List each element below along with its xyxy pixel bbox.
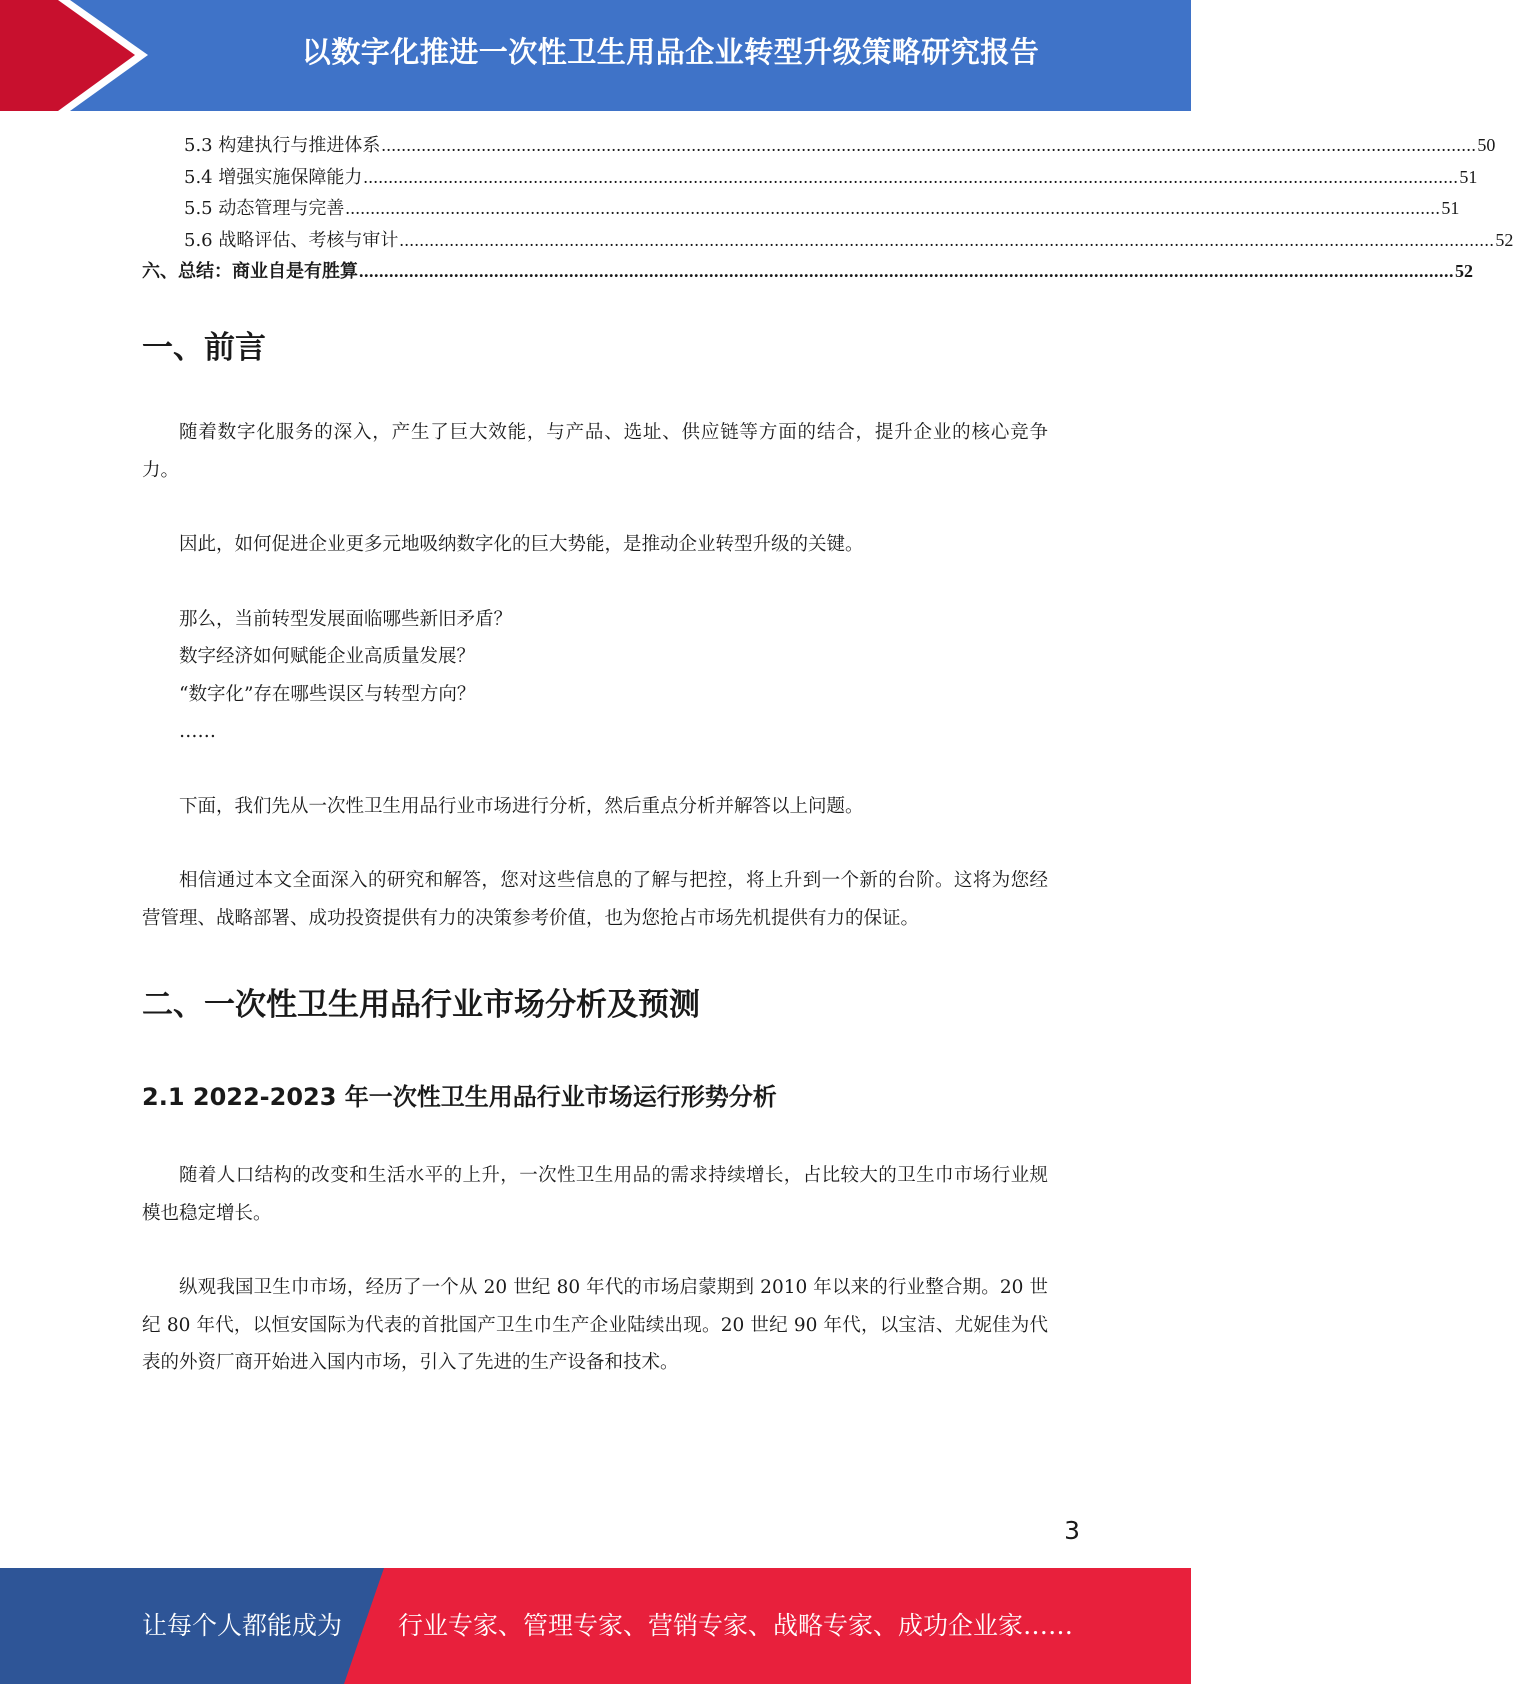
toc-entry-label: 5.4 增强实施保障能力 xyxy=(184,166,363,188)
table-of-contents xyxy=(142,130,1513,288)
toc-leader-dots: ........................................................................................................................................................................................................................... xyxy=(399,229,1495,250)
header-banner xyxy=(0,0,1191,111)
question-line: “数字化”存在哪些误区与转型方向？ xyxy=(179,683,476,705)
toc-entry-page: 51 xyxy=(1441,198,1460,218)
footer-slogan-right: 行业专家、管理专家、营销专家、战略专家、成功企业家…… xyxy=(398,1611,1074,1640)
footer-banner xyxy=(0,1568,1191,1684)
question-line: 那么，当前转型发展面临哪些新旧矛盾？ xyxy=(179,608,513,630)
toc-leader-dots: ........................................................................................................................................................................................................................... xyxy=(363,166,1459,187)
page-number: 3 xyxy=(1064,1516,1080,1545)
toc-leader-dots: ........................................................................................................................................................................................................................... xyxy=(359,261,1454,281)
toc-entry-page: 52 xyxy=(1495,229,1513,250)
section-heading: 二、一次性卫生用品行业市场分析及预测 xyxy=(142,987,700,1023)
toc-entry[interactable] xyxy=(142,193,1460,225)
subsection-heading: 2.1 2022-2023 年一次性卫生用品行业市场运行形势分析 xyxy=(142,1083,777,1111)
toc-entry[interactable] xyxy=(142,162,1478,194)
section-heading: 一、前言 xyxy=(142,330,266,366)
header-arrow-graphic xyxy=(0,0,160,111)
paragraph: 纵观我国卫生巾市场，经历了一个从 20 世纪 80 年代的市场启蒙期到 2010 年以来的行业整合期。20 世纪 80 年代，以恒安国际为代表的首批国产卫生巾生产企业陆续出现。20 世纪 90 年代，以宝洁、尤妮佳为代表的外资厂商开始进入国内市场，引入了先进的生产设备和技术。 xyxy=(142,1277,1048,1373)
toc-entry-page: 50 xyxy=(1477,135,1496,155)
toc-leader-dots: ........................................................................................................................................................................................................................... xyxy=(345,198,1441,218)
question-line: 数字经济如何赋能企业高质量发展？ xyxy=(179,646,476,667)
footer-slogan-left: 让每个人都能成为 xyxy=(142,1611,343,1640)
toc-entry-label: 5.6 战略评估、考核与审计 xyxy=(184,229,399,251)
toc-entry[interactable] xyxy=(142,225,1513,257)
toc-entry[interactable] xyxy=(142,256,1473,288)
ellipsis-line: …… xyxy=(179,721,216,742)
document-body xyxy=(142,320,1048,1382)
toc-entry-label: 5.5 动态管理与完善 xyxy=(184,198,345,219)
toc-entry-page: 51 xyxy=(1459,166,1478,187)
toc-entry-page: 52 xyxy=(1455,261,1473,281)
paragraph: 相信通过本文全面深入的研究和解答，您对这些信息的了解与把控，将上升到一个新的台阶。这将为您经营管理、战略部署、成功投资提供有力的决策参考价值，也为您抢占市场先机提供有力的保证。 xyxy=(142,870,1048,929)
document-title: 以数字化推进一次性卫生用品企业转型升级策略研究报告 xyxy=(301,34,1040,69)
toc-leader-dots: ........................................................................................................................................................................................................................... xyxy=(381,135,1477,155)
paragraph: 随着数字化服务的深入，产生了巨大效能，与产品、选址、供应链等方面的结合，提升企业的核心竞争力。 xyxy=(142,422,1048,481)
paragraph: 下面，我们先从一次性卫生用品行业市场进行分析，然后重点分析并解答以上问题。 xyxy=(179,795,864,817)
toc-entry-label: 5.3 构建执行与推进体系 xyxy=(184,135,381,156)
paragraph: 因此，如何促进企业更多元地吸纳数字化的巨大势能，是推动企业转型升级的关键。 xyxy=(179,534,864,555)
toc-entry-label: 六、总结：商业自是有胜算 xyxy=(142,261,358,282)
toc-entry[interactable] xyxy=(142,130,1496,162)
paragraph: 随着人口结构的改变和生活水平的上升，一次性卫生用品的需求持续增长，占比较大的卫生巾市场行业规模也稳定增长。 xyxy=(142,1165,1048,1224)
